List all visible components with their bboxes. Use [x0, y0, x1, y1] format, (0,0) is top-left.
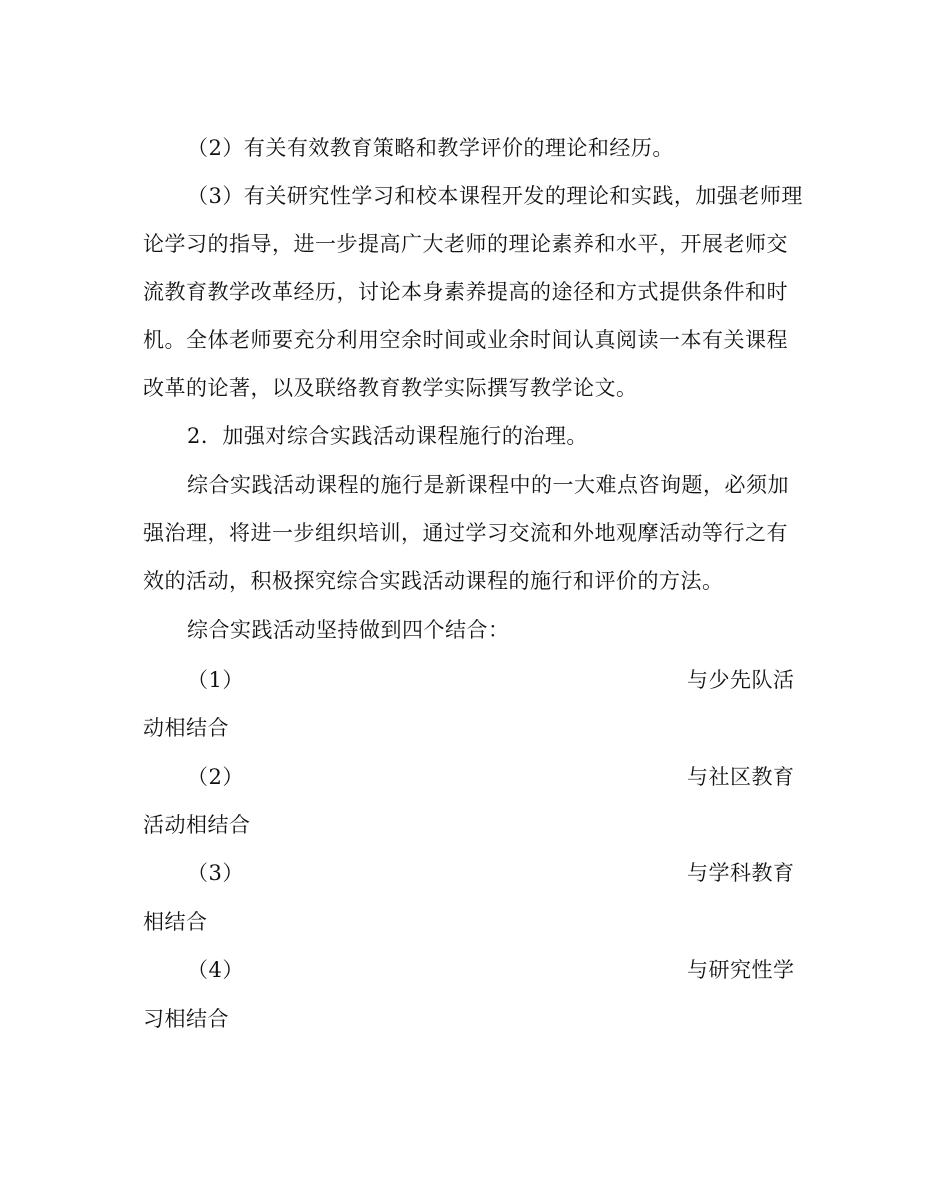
list-item-text-continued: 活动相结合: [143, 813, 251, 837]
paragraph-line: 流教育教学改革经历，讨论本身素养提高的途径和方式提供条件和时: [143, 280, 788, 304]
paragraph-line: 综合实践活动课程的施行是新课程中的一大难点咨询题，必须加: [187, 473, 789, 497]
list-item-text-continued: 习相结合: [143, 1007, 229, 1031]
paragraph-line: 改革的论著，以及联络教育教学实际撰写教学论文。: [143, 376, 638, 400]
list-item-text-continued: 动相结合: [143, 716, 229, 740]
paragraph-line: 强治理，将进一步组织培训，通过学习交流和外地观摩活动等行之有: [143, 521, 788, 545]
list-item-number: （2）: [187, 765, 244, 789]
list-item-text: 与社区教育: [687, 765, 795, 789]
list-item-text: 与学科教育: [687, 861, 795, 885]
paragraph-line: 机。全体老师要充分利用空余时间或业余时间认真阅读一本有关课程: [143, 328, 788, 352]
paragraph-line: 综合实践活动坚持做到四个结合：: [187, 618, 510, 642]
list-item-text: 与少先队活: [687, 668, 795, 692]
section-heading: 2．加强对综合实践活动课程施行的治理。: [187, 424, 588, 448]
list-item-text-continued: 相结合: [143, 910, 208, 934]
list-item-text: 与研究性学: [687, 958, 795, 982]
paragraph-line: 论学习的指导，进一步提高广大老师的理论素养和水平，开展老师交: [143, 232, 788, 256]
paragraph-line: （3）有关研究性学习和校本课程开发的理论和实践，加强老师理: [187, 184, 803, 208]
list-item-number: （3）: [187, 861, 244, 885]
list-item-number: （1）: [187, 668, 244, 692]
paragraph-line: 效的活动，积极探究综合实践活动课程的施行和评价的方法。: [143, 569, 724, 593]
paragraph-line: （2）有关有效教育策略和教学评价的理论和经历。: [187, 136, 674, 160]
list-item-number: （4）: [187, 958, 244, 982]
